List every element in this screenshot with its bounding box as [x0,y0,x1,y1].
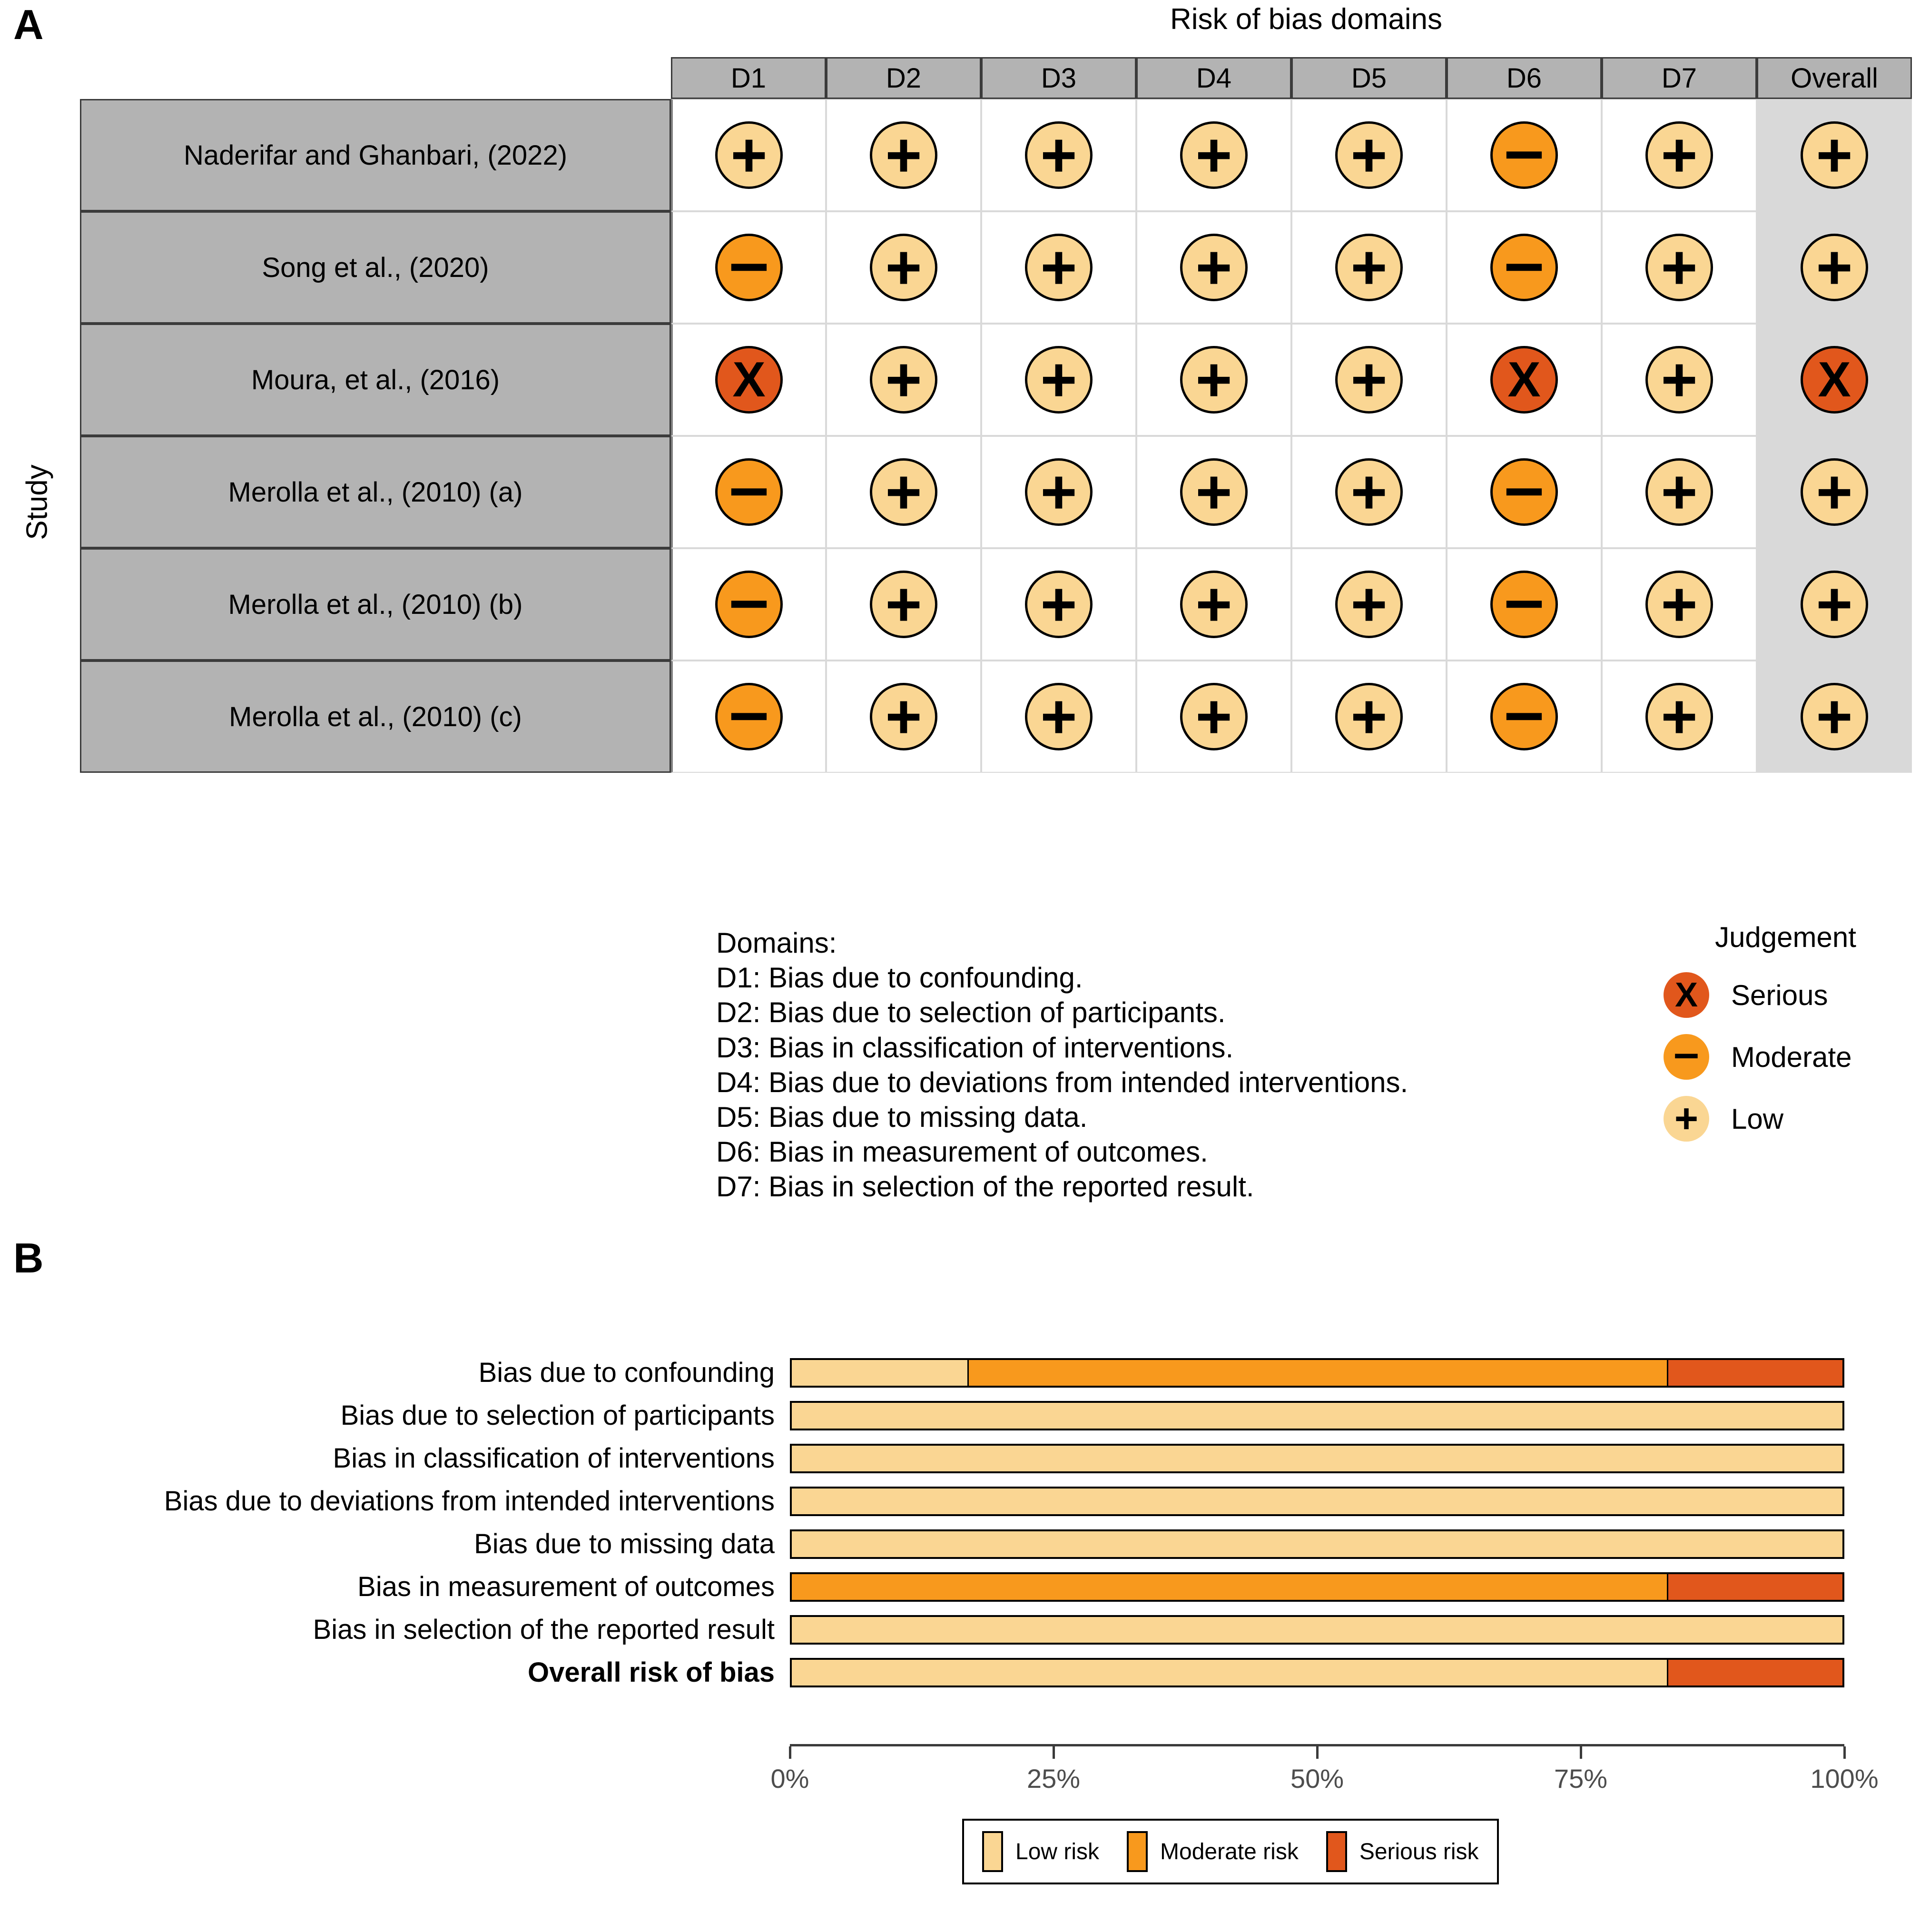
bar-category-label: Bias in selection of the reported result [313,1614,775,1645]
bar-segment-moderate-risk [967,1360,1667,1386]
column-header-d1: D1 [671,57,826,99]
judgement-glyph: + [1195,345,1232,414]
panel-b-letter: B [13,1234,44,1281]
risk-of-bias-domains-title: Risk of bias domains [1170,3,1443,36]
judgement-cell-d7 [1602,436,1757,548]
judgement-cell-overall [1757,99,1912,211]
legend-label: Serious risk [1359,1839,1479,1864]
judgement-low-icon [1801,121,1868,189]
domain-description-d3: D3: Bias in classification of interventions. [716,1031,1234,1064]
judgement-legend-label: Low [1731,1103,1784,1135]
bar-track [790,1487,1844,1516]
judgement-low-icon [1645,346,1713,414]
judgement-legend [1656,921,1915,1150]
judgement-glyph: + [1674,1096,1699,1142]
x-axis-tick [1843,1746,1846,1759]
judgement-cell-d1 [671,324,826,436]
study-label: Merolla et al., (2010) (a) [80,436,671,548]
domain-description-d2: D2: Bias due to selection of participants. [716,996,1226,1029]
judgement-glyph: X [1507,352,1541,407]
judgement-glyph: – [1504,222,1544,302]
judgement-cell-d1 [671,660,826,773]
study-axis-label: Study [20,464,54,540]
judgement-glyph: + [885,569,922,639]
bar-chart-rows [0,1354,1920,1696]
judgement-glyph: + [730,120,768,190]
judgement-cell-overall [1757,436,1912,548]
column-header-d2: D2 [826,57,981,99]
bar-category-label: Bias in measurement of outcomes [357,1571,775,1602]
judgement-low-icon [1180,458,1248,526]
judgement-low-icon [1645,571,1713,638]
bar-category-label: Overall risk of bias [527,1657,775,1688]
judgement-low-icon [870,458,937,526]
judgement-glyph: + [1350,345,1388,414]
bar-segment-low-risk [792,1446,1842,1471]
judgement-glyph: + [1661,457,1698,527]
judgement-cell-d3 [981,548,1136,660]
judgement-low-icon [1025,234,1093,301]
judgement-glyph: + [1350,457,1388,527]
judgement-low-icon [1025,346,1093,414]
column-header-overall: Overall [1757,57,1912,99]
judgement-glyph: + [1195,457,1232,527]
judgement-low-icon [1801,683,1868,750]
judgement-moderate-icon [715,222,783,302]
x-axis-tick-label: 50% [1290,1764,1344,1794]
legend-swatch-serious-risk [1326,1831,1347,1872]
bar-chart-legend [962,1819,1499,1884]
bar-segment-low-risk [792,1531,1842,1557]
judgement-glyph: X [732,352,766,407]
bar-category-label: Bias due to deviations from intended interventions [164,1486,775,1517]
judgement-moderate-icon [1490,109,1558,189]
bar-segment-serious-risk [1667,1660,1842,1686]
judgement-cell-d6 [1447,211,1602,324]
study-label: Song et al., (2020) [80,211,671,324]
judgement-glyph: + [1040,345,1077,414]
judgement-low-icon [1645,683,1713,750]
judgement-legend-label: Serious [1731,979,1828,1011]
domains-heading: Domains: [716,927,837,959]
judgement-glyph: + [1195,569,1232,639]
judgement-low-icon [715,121,783,189]
bar-chart-row [0,1482,1920,1520]
judgement-cell-d7 [1602,660,1757,773]
bar-legend-item [1326,1831,1479,1872]
legend-label: Moderate risk [1160,1839,1299,1864]
judgement-cell-d5 [1291,324,1447,436]
bar-legend-item [1127,1831,1299,1872]
judgement-low-icon [870,346,937,414]
bar-segment-low-risk [792,1617,1842,1643]
judgement-cell-d6 [1447,548,1602,660]
judgement-low-icon [1180,683,1248,750]
bar-track [790,1401,1844,1430]
x-axis-tick [789,1746,791,1759]
bar-chart-row [0,1654,1920,1692]
judgement-moderate-icon [1490,446,1558,526]
judgement-moderate-icon [1490,671,1558,751]
bar-category-label: Bias due to missing data [474,1528,775,1559]
bar-segment-low-risk [792,1360,967,1386]
judgement-low-icon [1645,458,1713,526]
judgement-glyph: + [885,232,922,302]
judgement-cell-d2 [826,211,981,324]
judgement-glyph: – [729,559,769,639]
judgement-low-icon [1664,1096,1709,1142]
judgement-glyph: – [1504,109,1544,189]
judgement-glyph: + [1350,569,1388,639]
judgement-cell-d3 [981,660,1136,773]
judgement-low-icon [1645,234,1713,301]
study-label: Merolla et al., (2010) (b) [80,548,671,660]
bar-chart-row [0,1397,1920,1435]
judgement-low-icon [1025,683,1093,750]
domain-description-d6: D6: Bias in measurement of outcomes. [716,1136,1208,1168]
judgement-legend-title: Judgement [1715,921,1856,953]
judgement-low-icon [1025,571,1093,638]
judgement-low-icon [1645,121,1713,189]
bar-chart-row [0,1354,1920,1392]
judgement-serious-icon [1801,346,1868,414]
judgement-glyph: + [1816,681,1853,751]
judgement-cell-d4 [1136,99,1291,211]
bar-segment-serious-risk [1667,1574,1842,1600]
judgement-glyph: + [1040,457,1077,527]
table-row [80,211,1912,324]
table-row [80,660,1912,773]
judgement-cell-d2 [826,99,981,211]
judgement-moderate-icon [715,446,783,526]
judgement-cell-d6 [1447,99,1602,211]
table-row [80,99,1912,211]
domain-description-d7: D7: Bias in selection of the reported result. [716,1171,1254,1203]
judgement-cell-d5 [1291,436,1447,548]
judgement-cell-d4 [1136,548,1291,660]
judgement-cell-d2 [826,548,981,660]
judgement-glyph: – [1674,1027,1699,1078]
judgement-serious-icon [715,346,783,414]
judgement-cell-d4 [1136,324,1291,436]
bar-segment-low-risk [792,1403,1842,1429]
judgement-glyph: – [729,222,769,302]
domain-description-d5: D5: Bias due to missing data. [716,1101,1088,1133]
bar-track [790,1615,1844,1645]
judgement-cell-d3 [981,99,1136,211]
judgement-glyph: – [729,671,769,751]
judgement-glyph: + [885,681,922,751]
judgement-legend-item-serious [1656,964,1915,1026]
judgement-cell-d3 [981,324,1136,436]
judgement-cell-d6 [1447,436,1602,548]
judgement-low-icon [1180,571,1248,638]
judgement-serious-icon [1664,972,1709,1018]
judgement-glyph: + [1661,120,1698,190]
bar-category-label: Bias due to confounding [478,1357,775,1388]
judgement-low-icon [1180,234,1248,301]
judgement-cell-overall [1757,324,1912,436]
legend-swatch-moderate-risk [1127,1831,1148,1872]
bar-track [790,1358,1844,1388]
judgement-glyph: + [1816,569,1853,639]
judgement-low-icon [870,571,937,638]
judgement-cell-d6 [1447,660,1602,773]
judgement-cell-d7 [1602,548,1757,660]
judgement-low-icon [870,683,937,750]
judgement-glyph: + [885,457,922,527]
bar-category-label: Bias due to selection of participants [340,1400,775,1431]
legend-label: Low risk [1015,1839,1100,1864]
judgement-cell-overall [1757,548,1912,660]
column-header-d6: D6 [1447,57,1602,99]
column-header-d4: D4 [1136,57,1291,99]
judgement-cell-d7 [1602,99,1757,211]
judgement-low-icon [1801,571,1868,638]
judgement-low-icon [1335,121,1403,189]
x-axis-tick-label: 0% [770,1764,809,1794]
bar-track [790,1572,1844,1602]
judgement-glyph: X [1674,976,1698,1014]
judgement-low-icon [1801,458,1868,526]
bar-chart-row [0,1611,1920,1649]
panel-a-letter: A [13,1,44,48]
judgement-glyph: + [885,345,922,414]
judgement-cell-d1 [671,436,826,548]
study-label: Merolla et al., (2010) (c) [80,660,671,773]
judgement-cell-d6 [1447,324,1602,436]
x-axis-tick-label: 100% [1810,1764,1879,1794]
judgement-low-icon [1335,234,1403,301]
bar-segment-low-risk [792,1488,1842,1514]
study-label: Moura, et al., (2016) [80,324,671,436]
x-axis-tick [1580,1746,1582,1759]
judgement-glyph: + [1195,681,1232,751]
domain-description-d4: D4: Bias due to deviations from intended interventions. [716,1066,1408,1098]
panel-b-summary-bar-chart [0,1234,1920,1932]
x-axis-tick-label: 75% [1554,1764,1608,1794]
bar-chart-row [0,1525,1920,1563]
x-axis-tick [1053,1746,1055,1759]
judgement-legend-label: Moderate [1731,1041,1852,1073]
judgement-legend-item-moderate [1656,1026,1915,1088]
judgement-cell-d4 [1136,436,1291,548]
bar-track [790,1444,1844,1473]
judgement-moderate-icon [715,671,783,751]
judgement-cell-overall [1757,211,1912,324]
judgement-glyph: + [1350,232,1388,302]
bar-segment-low-risk [792,1660,1667,1686]
table-row [80,436,1912,548]
judgement-legend-items [1656,964,1915,1150]
judgement-serious-icon [1490,346,1558,414]
judgement-cell-d2 [826,324,981,436]
table-row [80,548,1912,660]
x-axis-tick [1316,1746,1319,1759]
judgement-glyph: + [1661,569,1698,639]
judgement-cell-d5 [1291,99,1447,211]
judgement-cell-d7 [1602,211,1757,324]
judgement-glyph: + [1195,232,1232,302]
judgement-cell-d4 [1136,211,1291,324]
judgement-glyph: – [1504,559,1544,639]
judgement-cell-d2 [826,436,981,548]
judgement-cell-d1 [671,99,826,211]
judgement-cell-d4 [1136,660,1291,773]
judgement-low-icon [1335,571,1403,638]
judgement-cell-d3 [981,436,1136,548]
judgement-glyph: + [1661,681,1698,751]
judgement-glyph: X [1818,352,1851,407]
traffic-light-table-body [80,99,1912,773]
judgement-low-icon [1180,346,1248,414]
judgement-cell-d2 [826,660,981,773]
judgement-glyph: + [1040,120,1077,190]
study-label: Naderifar and Ghanbari, (2022) [80,99,671,211]
table-row [80,324,1912,436]
judgement-glyph: + [1661,345,1698,414]
judgement-moderate-icon [715,559,783,639]
judgement-cell-overall [1757,660,1912,773]
judgement-glyph: + [1350,681,1388,751]
judgement-cell-d3 [981,211,1136,324]
judgement-cell-d1 [671,548,826,660]
judgement-low-icon [1025,458,1093,526]
judgement-low-icon [1335,683,1403,750]
judgement-glyph: – [1504,446,1544,526]
judgement-moderate-icon [1490,222,1558,302]
judgement-glyph: + [885,120,922,190]
judgement-cell-d5 [1291,548,1447,660]
judgement-glyph: + [1816,232,1853,302]
judgement-low-icon [1025,121,1093,189]
judgement-glyph: – [1504,671,1544,751]
bar-segment-moderate-risk [792,1574,1667,1600]
column-header-d5: D5 [1291,57,1447,99]
judgement-moderate-icon [1664,1027,1709,1080]
judgement-low-icon [1335,346,1403,414]
judgement-glyph: + [1816,457,1853,527]
judgement-cell-d7 [1602,324,1757,436]
judgement-glyph: + [1350,120,1388,190]
bar-legend-item [982,1831,1099,1872]
judgement-glyph: + [1195,120,1232,190]
domains-legend [716,926,1408,1204]
judgement-glyph: – [729,446,769,526]
judgement-glyph: + [1040,681,1077,751]
bar-chart-row [0,1568,1920,1606]
x-axis-tick-label: 25% [1026,1764,1081,1794]
bar-segment-serious-risk [1667,1360,1842,1386]
judgement-moderate-icon [1490,559,1558,639]
judgement-cell-d5 [1291,660,1447,773]
domain-description-d1: D1: Bias due to confounding. [716,962,1083,994]
legend-swatch-low-risk [982,1831,1003,1872]
header-corner-blank [80,57,671,99]
judgement-legend-item-low [1656,1088,1915,1150]
judgement-low-icon [1801,234,1868,301]
bar-chart-row [0,1439,1920,1478]
judgement-glyph: + [1816,120,1853,190]
judgement-cell-d1 [671,211,826,324]
judgement-glyph: + [1040,569,1077,639]
column-header-d3: D3 [981,57,1136,99]
judgement-low-icon [1335,458,1403,526]
judgement-low-icon [1180,121,1248,189]
judgement-glyph: + [1661,232,1698,302]
bar-category-label: Bias in classification of interventions [333,1443,775,1474]
bar-track [790,1658,1844,1687]
judgement-low-icon [870,121,937,189]
bar-track [790,1529,1844,1559]
judgement-cell-d5 [1291,211,1447,324]
judgement-glyph: + [1040,232,1077,302]
judgement-low-icon [870,234,937,301]
column-header-d7: D7 [1602,57,1757,99]
table-header-row [80,57,1912,99]
traffic-light-table [80,57,1912,773]
